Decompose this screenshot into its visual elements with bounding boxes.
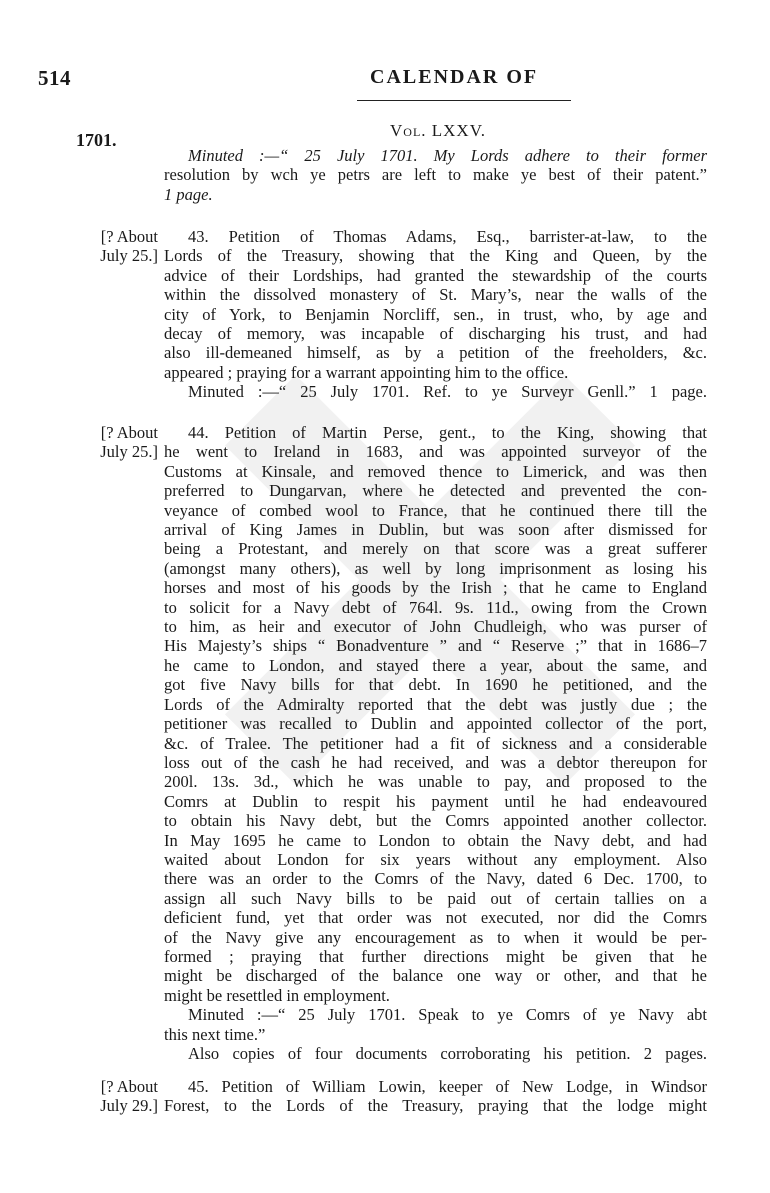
entry-line: &c. of Tralee. The petitioner had a fit of sickness and a considerable [164, 733, 707, 753]
minute-line: this next time.” [164, 1024, 266, 1044]
entry-45 [164, 1077, 707, 1116]
entry-line: horses and most of his goods by the Irish ; that he came to England [164, 578, 707, 598]
minute-line: Minuted :—“ 25 July 1701. My Lords adhere to their former [188, 146, 707, 165]
entry-line: waited about London for six years without any employment. Also [164, 849, 707, 869]
entry-line: city of York, to Benjamin Norcliff, sen., in trust, who, by age and [164, 304, 707, 324]
entry-line: 43. Petition of Thomas Adams, Esq., barrister-at-law, to the [188, 227, 707, 246]
entry-line: Lords of the Treasury, showing that the King and Queen, by the [164, 246, 707, 266]
entry-line: appeared ; praying for a warrant appointing him to the office. [164, 362, 569, 382]
entry-line: Lords of the Admiralty reported that the debt was justly due ; the [164, 694, 707, 714]
running-title: CALENDAR OF [370, 66, 539, 88]
entry-line: 200l. 13s. 3d., which he was unable to pay, and proposed to the [164, 772, 707, 792]
minute-line: Minuted :—“ 25 July 1701. Ref. to ye Surveyr Genll.” 1 page. [188, 382, 707, 402]
volume-heading: Vol. LXXV. [390, 121, 487, 140]
entry-date-44: [? About July 25.] [100, 423, 158, 462]
header-rule [357, 100, 571, 101]
page-count: 1 page. [164, 184, 213, 204]
entry-line: to solicit for a Navy debt of 764l. 9s. 11d., owing from the Crown [164, 597, 707, 617]
entry-line: (amongst many others), as well by long imprisonment as losing his [164, 558, 707, 578]
entry-date-45: [? About July 29.] [100, 1077, 158, 1116]
entry-line: Customs at Kinsale, and removed thence to Limerick, and was then [164, 461, 707, 481]
entry-line: petitioner was recalled to Dublin and appointed collector of the port, [164, 714, 707, 734]
entry-line: being a Protestant, and merely on that score was a great sufferer [164, 539, 707, 559]
entry-line: advice of their Lordships, had granted the stewardship of the courts [164, 265, 707, 285]
page-number: 514 [38, 66, 71, 90]
entry-line: formed ; praying that further directions might be given that he [164, 946, 707, 966]
entry-line: to him, as heir and executor of John Chudleigh, who was purser of [164, 617, 707, 637]
entry-date-43: [? About July 25.] [100, 227, 158, 266]
entry-line: 44. Petition of Martin Perse, gent., to the King, showing that [188, 423, 707, 442]
entry-line: of the Navy give any encouragement as to when it would be per- [164, 927, 707, 947]
entry-line: assign all such Navy bills to be paid out of certain tallies on a [164, 888, 707, 908]
entry-line: within the dissolved monastery of St. Mary’s, near the walls of the [164, 285, 707, 305]
entry-43 [164, 227, 707, 402]
entry-line: preferred to Dungarvan, where he detected and prevented the con- [164, 481, 707, 501]
entry-line: In May 1695 he came to London to obtain the Navy debt, and had [164, 830, 707, 850]
intro-minute [164, 146, 707, 204]
entry-line: deficient fund, yet that order was not executed, nor did the Comrs [164, 908, 707, 928]
minute-line: Minuted :—“ 25 July 1701. Speak to ye Comrs of ye Navy abt [188, 1005, 707, 1025]
entry-line: 45. Petition of William Lowin, keeper of New Lodge, in Windsor [188, 1077, 707, 1096]
entry-line: also ill-demeaned himself, as by a petition of the freeholders, &c. [164, 343, 707, 363]
entry-line: Comrs at Dublin to respit his payment until he had endeavoured [164, 791, 707, 811]
entry-44 [164, 423, 707, 1063]
entry-line: Forest, to the Lords of the Treasury, praying that the lodge might [164, 1096, 707, 1116]
entry-line: loss out of the cash he had received, and was a debtor thereupon for [164, 752, 707, 772]
entry-line: His Majesty’s ships “ Bonadventure ” and “ Reserve ;” that in 1686–7 [164, 636, 707, 656]
entry-line: there was an order to the Comrs of the Navy, dated 6 Dec. 1700, to [164, 869, 707, 889]
entry-line: he went to Ireland in 1683, and was appointed surveyor of the [164, 442, 707, 462]
entry-line: might be discharged of the balance one way or other, and that he [164, 966, 707, 986]
margin-year: 1701. [76, 130, 117, 150]
entry-line: to obtain his Navy debt, but the Comrs appointed another collector. [164, 811, 707, 831]
entry-line: arrival of King James in Dublin, but was soon after dismissed for [164, 520, 707, 540]
entry-line: veyance of combed wool to France, that he continued there till the [164, 500, 707, 520]
entry-line: decay of memory, was incapable of discharging his trust, and had [164, 324, 707, 344]
minute-line: resolution by wch ye petrs are left to make ye best of their patent.” [164, 165, 707, 185]
enclosure-note: Also copies of four documents corroborating his petition. 2 pages. [188, 1044, 707, 1063]
entry-line: got five Navy bills for that debt. In 1690 he petitioned, and the [164, 675, 707, 695]
entry-line: he came to London, and stayed there a year, about the same, and [164, 655, 707, 675]
entry-line: might be resettled in employment. [164, 985, 390, 1005]
